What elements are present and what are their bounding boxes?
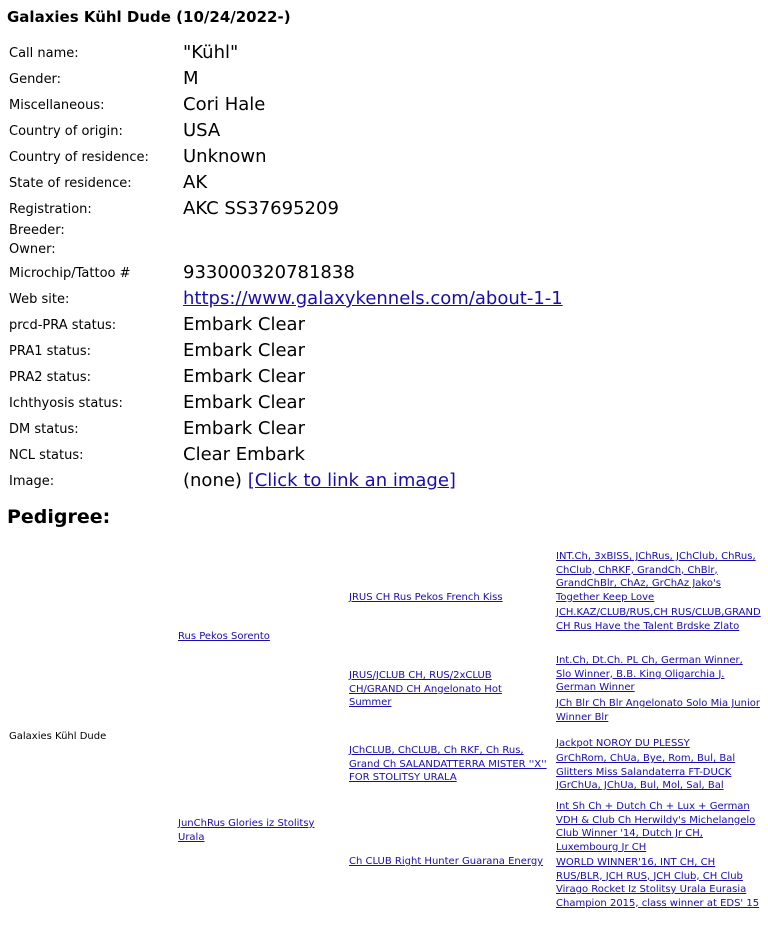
info-label: Gender:: [9, 72, 62, 87]
pedigree-heading: Pedigree:: [7, 506, 111, 528]
info-row-call-name: [0, 42, 768, 68]
pedigree-gen3-link[interactable]: JCh Blr Ch Blr Angelonato Solo Mia Junior Winner Blr: [556, 698, 760, 723]
info-label: Miscellaneous:: [9, 98, 105, 113]
info-row-gender: [0, 68, 768, 94]
info-row-ichthyosis: [0, 392, 768, 418]
pedigree-gen3-link[interactable]: INT.Ch, 3xBISS, JChRus, JChClub, ChRus, ChClub, ChRKF, GrandCh, ChBlr, GrandChBlr, ChAz, GrChAz Jako's Together Keep Love: [556, 551, 756, 603]
info-row-owner: [0, 238, 768, 264]
info-row-ncl: [0, 444, 768, 470]
info-row-image: [0, 470, 768, 496]
info-row-web-site: [0, 288, 768, 314]
info-label: Breeder:: [9, 223, 65, 238]
link-image-link[interactable]: [Click to link an image]: [247, 470, 456, 491]
info-value-image: [183, 470, 456, 492]
info-row-miscellaneous: [0, 94, 768, 120]
info-row-dm: [0, 418, 768, 444]
pedigree-dam-link[interactable]: JunChRus Glories iz Stolitsy Urala: [178, 818, 315, 843]
info-value: Embark Clear: [183, 314, 305, 335]
info-label: NCL status:: [9, 448, 84, 463]
info-label: Country of origin:: [9, 124, 123, 139]
info-row-pra1: [0, 340, 768, 366]
info-label: State of residence:: [9, 176, 132, 191]
pedigree-gen2-link[interactable]: JRUS/JCLUB CH, RUS/2xCLUB CH/GRAND CH Angelonato Hot Summer: [349, 670, 502, 708]
info-label: PRA1 status:: [9, 344, 91, 359]
info-value: AK: [183, 172, 208, 193]
info-value: Embark Clear: [183, 392, 305, 413]
pedigree-gen3-link[interactable]: Jackpot NOROY DU PLESSY: [556, 738, 690, 749]
info-value: Embark Clear: [183, 418, 305, 439]
info-label: Microchip/Tattoo #: [9, 266, 131, 281]
info-label: Web site:: [9, 292, 70, 307]
info-value: Unknown: [183, 146, 267, 167]
info-row-microchip: [0, 262, 768, 288]
pedigree-gen2-link[interactable]: Ch CLUB Right Hunter Guarana Energy: [349, 856, 544, 867]
info-label: Owner:: [9, 242, 56, 257]
info-label: PRA2 status:: [9, 370, 91, 385]
info-value: 933000320781838: [183, 262, 355, 283]
pedigree-gen3-link[interactable]: JCH.KAZ/CLUB/RUS,CH RUS/CLUB,GRAND CH Rus Have the Talent Brdske Zlato: [556, 607, 761, 632]
info-value: Embark Clear: [183, 340, 305, 361]
info-label: prcd-PRA status:: [9, 318, 117, 333]
image-none-text: (none): [183, 470, 242, 491]
info-row-prcd-pra: [0, 314, 768, 340]
pedigree-subject: Galaxies Kühl Dude: [9, 731, 107, 742]
page-title: Galaxies Kühl Dude (10/24/2022-): [7, 8, 291, 26]
pedigree-gen3-link[interactable]: Int Sh Ch + Dutch Ch + Lux + German VDH & Club Ch Herwildy's Michelangelo Club Winner '14, Dutch Jr CH, Luxembourg Jr CH: [556, 801, 756, 853]
pedigree-gen2-link[interactable]: JRUS CH Rus Pekos French Kiss: [349, 592, 503, 603]
pedigree-gen3-link[interactable]: Int.Ch, Dt.Ch. PL Ch, German Winner, Slo Winner, B.B. King Oligarchia J. German Winner: [556, 655, 743, 693]
info-row-state-of-residence: [0, 172, 768, 198]
pedigree-sire-link[interactable]: Rus Pekos Sorento: [178, 631, 270, 642]
info-value: Clear Embark: [183, 444, 305, 465]
pedigree-gen3-link[interactable]: WORLD WINNER'16, INT CH, CH RUS/BLR, JCH RUS, JCH Club, CH Club Virago Rocket Iz Stolitsy Urala Eurasia Champion 2015, class winner at EDS' 15: [556, 857, 760, 909]
info-row-pra2: [0, 366, 768, 392]
info-row-country-of-residence: [0, 146, 768, 172]
info-label: Country of residence:: [9, 150, 149, 165]
info-value: AKC SS37695209: [183, 198, 339, 219]
website-link[interactable]: https://www.galaxykennels.com/about-1-1: [183, 288, 563, 309]
pedigree-gen2-link[interactable]: JChCLUB, ChCLUB, Ch RKF, Ch Rus, Grand Ch SALANDATTERRA MISTER ''X'' FOR STOLITSY URALA: [349, 745, 547, 783]
info-row-country-of-origin: [0, 120, 768, 146]
info-value: Embark Clear: [183, 366, 305, 387]
info-label: DM status:: [9, 422, 79, 437]
info-value: Cori Hale: [183, 94, 266, 115]
info-label: Ichthyosis status:: [9, 396, 123, 411]
info-value: "Kühl": [183, 42, 239, 63]
info-label: Call name:: [9, 46, 79, 61]
info-label: Image:: [9, 474, 55, 489]
info-value: M: [183, 68, 199, 89]
info-value: USA: [183, 120, 221, 141]
pedigree-gen3-link[interactable]: GrChRom, ChUa, Bye, Rom, Bul, Bal Glitters Miss Salandaterra FT-DUCK JGrChUa, JChUa, Bul, Mol, Sal, Bal: [556, 753, 736, 791]
info-label: Registration:: [9, 202, 92, 217]
